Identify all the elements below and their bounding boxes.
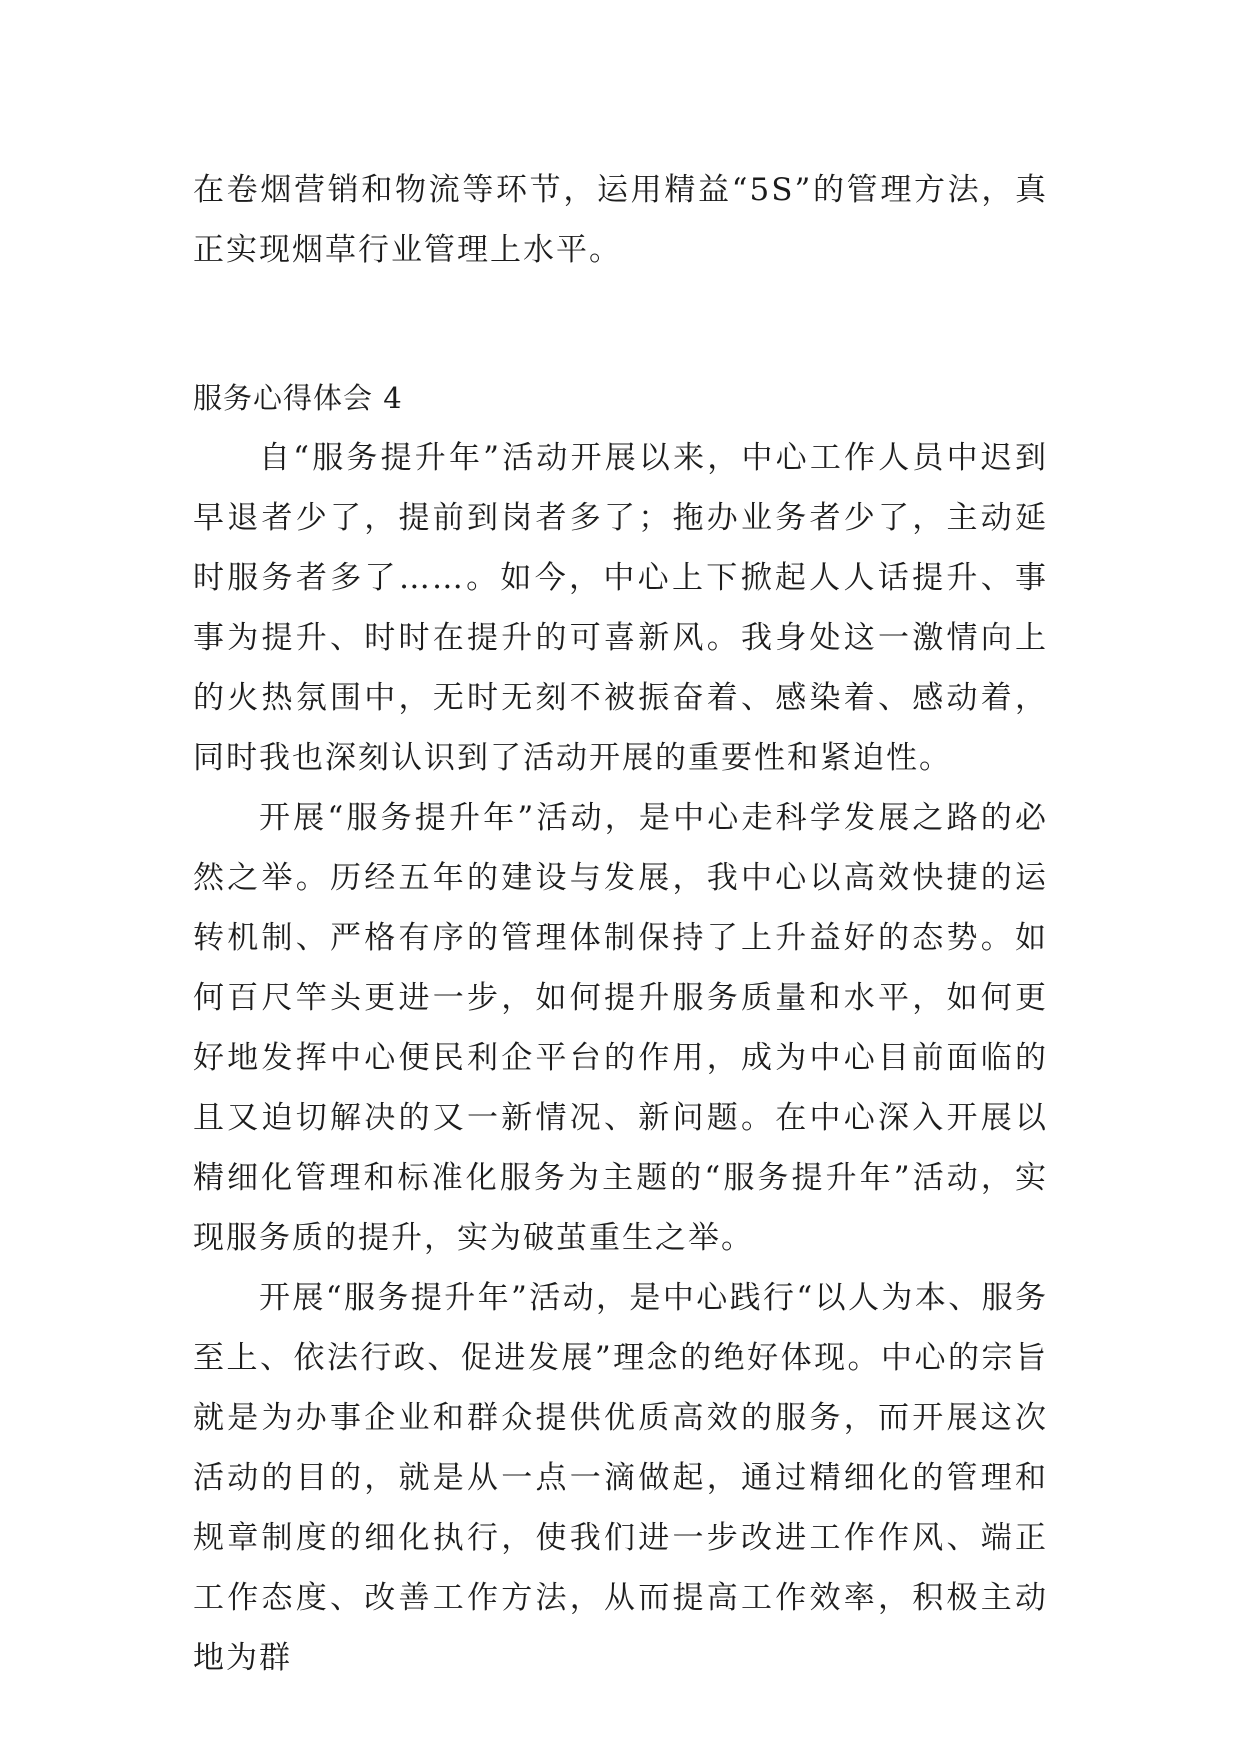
body-paragraph-1: 自“服务提升年”活动开展以来，中心工作人员中迟到早退者少了，提前到岗者多了；拖办业务者少了，主动延时服务者多了……。如今，中心上下掀起人人话提升、事事为提升、时时在提升的可喜新风。我身处这一激情向上的火热氛围中，无时无刻不被振奋着、感染着、感动着，同时我也深刻认识到了活动开展的重要性和紧迫性。 [193,440,1048,776]
intro-paragraph: 在卷烟营销和物流等环节，运用精益“5S”的管理方法，真正实现烟草行业管理上水平。 [193,172,1048,268]
section-spacer [193,280,1048,368]
document-body [193,160,1048,1688]
section-heading: 服务心得体会 4 [193,381,403,415]
body-paragraph-2: 开展“服务提升年”活动，是中心走科学发展之路的必然之举。历经五年的建设与发展，我中心以高效快捷的运转机制、严格有序的管理体制保持了上升益好的态势。如何百尺竿头更进一步，如何提升服务质量和水平，如何更好地发挥中心便民利企平台的作用，成为中心目前面临的且又迫切解决的又一新情况、新问题。在中心深入开展以精细化管理和标准化服务为主题的“服务提升年”活动，实现服务质的提升，实为破茧重生之举。 [193,800,1048,1256]
body-paragraph-3: 开展“服务提升年”活动，是中心践行“以人为本、服务至上、依法行政、促进发展”理念的绝好体现。中心的宗旨就是为办事企业和群众提供优质高效的服务，而开展这次活动的目的，就是从一点一滴做起，通过精细化的管理和规章制度的细化执行，使我们进一步改进工作作风、端正工作态度、改善工作方法，从而提高工作效率，积极主动地为群 [193,1280,1048,1676]
